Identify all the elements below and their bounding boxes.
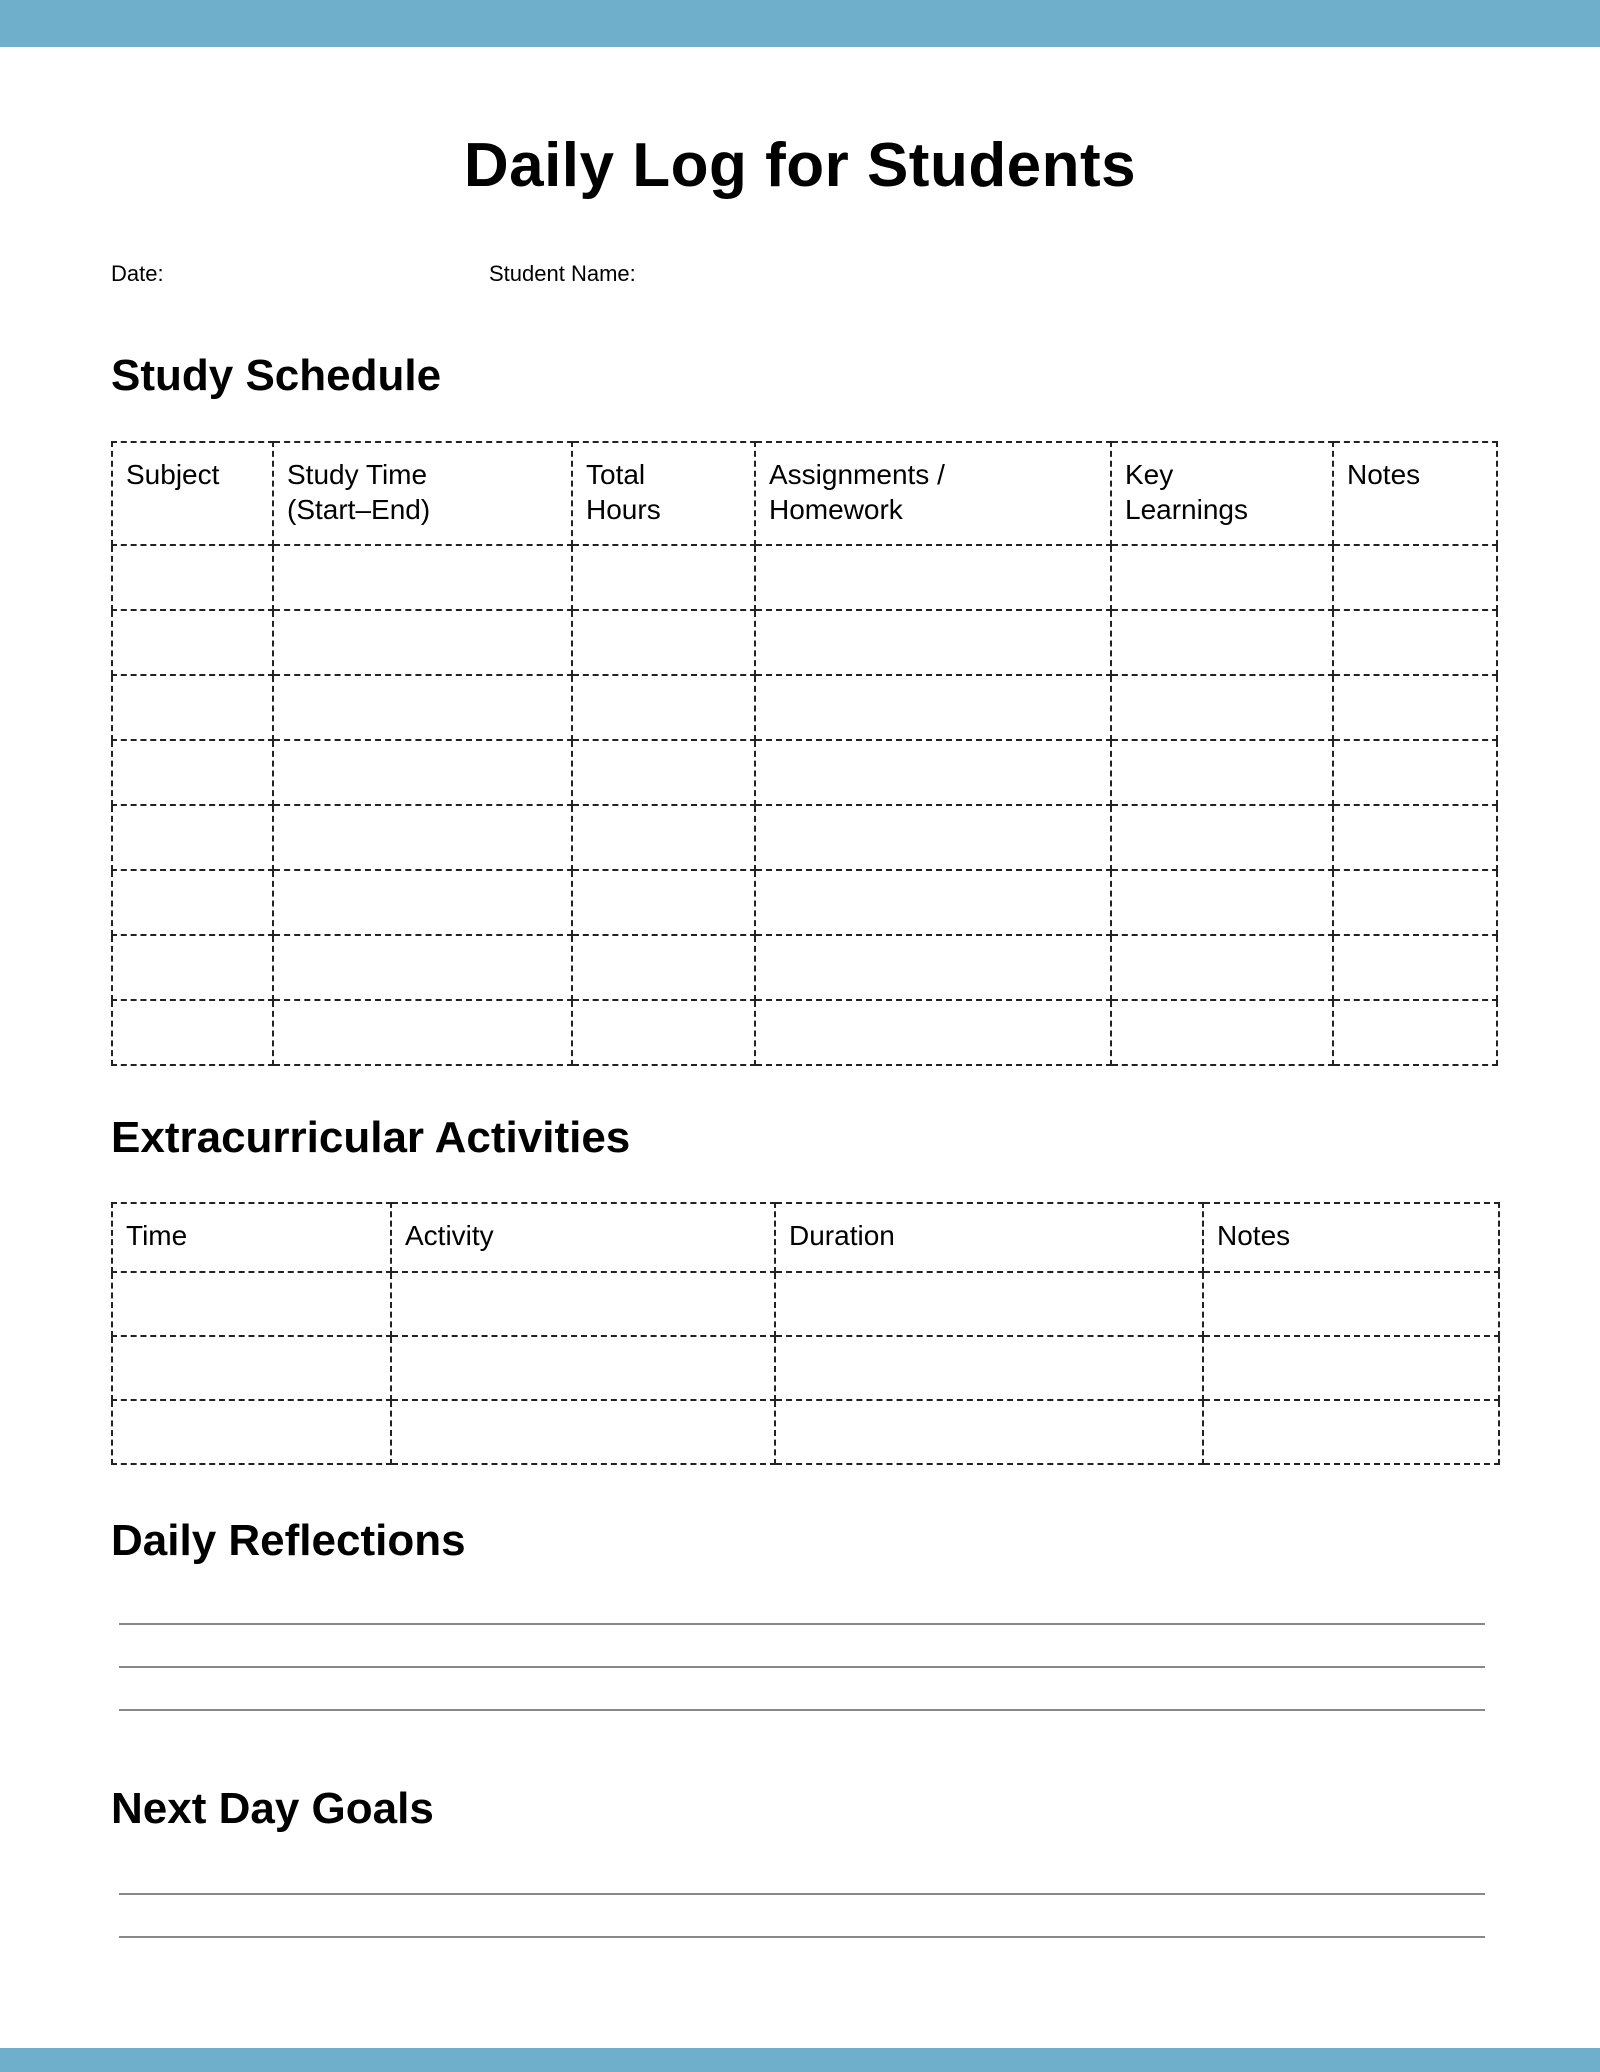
- study-schedule-cell[interactable]: [755, 610, 1111, 675]
- column-header-total-hours: Total Hours: [572, 442, 755, 545]
- study-schedule-cell[interactable]: [112, 740, 273, 805]
- student-name-label: Student Name:: [489, 261, 636, 286]
- study-schedule-cell[interactable]: [755, 675, 1111, 740]
- study-schedule-cell[interactable]: [572, 805, 755, 870]
- extracurricular-cell[interactable]: [1203, 1272, 1499, 1336]
- study-schedule-cell[interactable]: [1333, 870, 1497, 935]
- study-schedule-table: [111, 441, 1498, 1066]
- study-schedule-cell[interactable]: [112, 1000, 273, 1065]
- column-header-notes: Notes: [1203, 1203, 1499, 1272]
- extracurricular-cell[interactable]: [775, 1336, 1203, 1400]
- study-schedule-cell[interactable]: [1333, 935, 1497, 1000]
- study-schedule-cell[interactable]: [572, 610, 755, 675]
- study-schedule-cell[interactable]: [1333, 545, 1497, 610]
- extracurricular-header-row: [112, 1203, 1499, 1272]
- reflection-writing-line[interactable]: [119, 1709, 1485, 1711]
- study-schedule-row: [112, 870, 1497, 935]
- study-schedule-cell[interactable]: [273, 805, 572, 870]
- study-schedule-cell[interactable]: [273, 610, 572, 675]
- study-schedule-cell[interactable]: [112, 675, 273, 740]
- study-schedule-cell[interactable]: [572, 740, 755, 805]
- column-header-study-time: Study Time (Start–End): [273, 442, 572, 545]
- study-schedule-cell[interactable]: [1111, 545, 1333, 610]
- study-schedule-heading: Study Schedule: [111, 351, 442, 400]
- study-schedule-cell[interactable]: [112, 805, 273, 870]
- study-schedule-cell[interactable]: [1111, 805, 1333, 870]
- reflection-writing-line[interactable]: [119, 1623, 1485, 1625]
- study-schedule-row: [112, 740, 1497, 805]
- extracurricular-cell[interactable]: [391, 1272, 775, 1336]
- extracurricular-cell[interactable]: [112, 1400, 391, 1464]
- study-schedule-cell[interactable]: [273, 740, 572, 805]
- study-schedule-row: [112, 545, 1497, 610]
- study-schedule-cell[interactable]: [112, 870, 273, 935]
- daily-reflections-heading: Daily Reflections: [111, 1516, 466, 1565]
- study-schedule-cell[interactable]: [273, 935, 572, 1000]
- top-banner: [0, 0, 1600, 47]
- extracurricular-row: [112, 1272, 1499, 1336]
- column-header-key-learnings: Key Learnings: [1111, 442, 1333, 545]
- column-header-time: Time: [112, 1203, 391, 1272]
- study-schedule-cell[interactable]: [1333, 675, 1497, 740]
- extracurricular-cell[interactable]: [775, 1272, 1203, 1336]
- study-schedule-cell[interactable]: [755, 740, 1111, 805]
- extracurricular-cell[interactable]: [1203, 1400, 1499, 1464]
- study-schedule-cell[interactable]: [112, 545, 273, 610]
- extracurricular-row: [112, 1336, 1499, 1400]
- study-schedule-cell[interactable]: [1111, 610, 1333, 675]
- study-schedule-cell[interactable]: [755, 870, 1111, 935]
- goal-writing-line[interactable]: [119, 1893, 1485, 1895]
- page-title: Daily Log for Students: [463, 131, 1137, 200]
- study-schedule-cell[interactable]: [1333, 610, 1497, 675]
- study-schedule-cell[interactable]: [112, 935, 273, 1000]
- column-header-assignments: Assignments / Homework: [755, 442, 1111, 545]
- study-schedule-cell[interactable]: [755, 1000, 1111, 1065]
- goal-writing-line[interactable]: [119, 1936, 1485, 1938]
- extracurricular-cell[interactable]: [112, 1272, 391, 1336]
- column-header-duration: Duration: [775, 1203, 1203, 1272]
- study-schedule-cell[interactable]: [273, 675, 572, 740]
- extracurricular-cell[interactable]: [391, 1336, 775, 1400]
- study-schedule-cell[interactable]: [1111, 935, 1333, 1000]
- study-schedule-cell[interactable]: [1111, 1000, 1333, 1065]
- study-schedule-cell[interactable]: [572, 545, 755, 610]
- extracurricular-cell[interactable]: [1203, 1336, 1499, 1400]
- study-schedule-cell[interactable]: [1111, 675, 1333, 740]
- study-schedule-cell[interactable]: [1111, 870, 1333, 935]
- study-schedule-cell[interactable]: [1333, 740, 1497, 805]
- date-label: Date:: [111, 261, 164, 286]
- study-schedule-row: [112, 1000, 1497, 1065]
- study-schedule-cell[interactable]: [1333, 805, 1497, 870]
- next-day-goals-heading: Next Day Goals: [111, 1784, 434, 1833]
- study-schedule-cell[interactable]: [755, 545, 1111, 610]
- column-header-activity: Activity: [391, 1203, 775, 1272]
- column-header-notes: Notes: [1333, 442, 1497, 545]
- column-header-subject: Subject: [112, 442, 273, 545]
- bottom-banner: [0, 2048, 1600, 2072]
- study-schedule-cell[interactable]: [572, 1000, 755, 1065]
- extracurricular-table: [111, 1202, 1500, 1465]
- study-schedule-cell[interactable]: [755, 935, 1111, 1000]
- study-header-row: [112, 442, 1497, 545]
- study-schedule-cell[interactable]: [1111, 740, 1333, 805]
- study-schedule-row: [112, 675, 1497, 740]
- study-schedule-cell[interactable]: [1333, 1000, 1497, 1065]
- study-schedule-cell[interactable]: [273, 545, 572, 610]
- study-schedule-cell[interactable]: [112, 610, 273, 675]
- study-schedule-cell[interactable]: [572, 675, 755, 740]
- study-schedule-cell[interactable]: [755, 805, 1111, 870]
- extracurricular-row: [112, 1400, 1499, 1464]
- study-schedule-cell[interactable]: [572, 870, 755, 935]
- extracurricular-cell[interactable]: [112, 1336, 391, 1400]
- reflection-writing-line[interactable]: [119, 1666, 1485, 1668]
- extracurricular-cell[interactable]: [775, 1400, 1203, 1464]
- study-schedule-row: [112, 610, 1497, 675]
- extracurricular-heading: Extracurricular Activities: [111, 1113, 631, 1162]
- study-schedule-cell[interactable]: [572, 935, 755, 1000]
- study-schedule-row: [112, 935, 1497, 1000]
- study-schedule-row: [112, 805, 1497, 870]
- extracurricular-cell[interactable]: [391, 1400, 775, 1464]
- study-schedule-cell[interactable]: [273, 870, 572, 935]
- study-schedule-cell[interactable]: [273, 1000, 572, 1065]
